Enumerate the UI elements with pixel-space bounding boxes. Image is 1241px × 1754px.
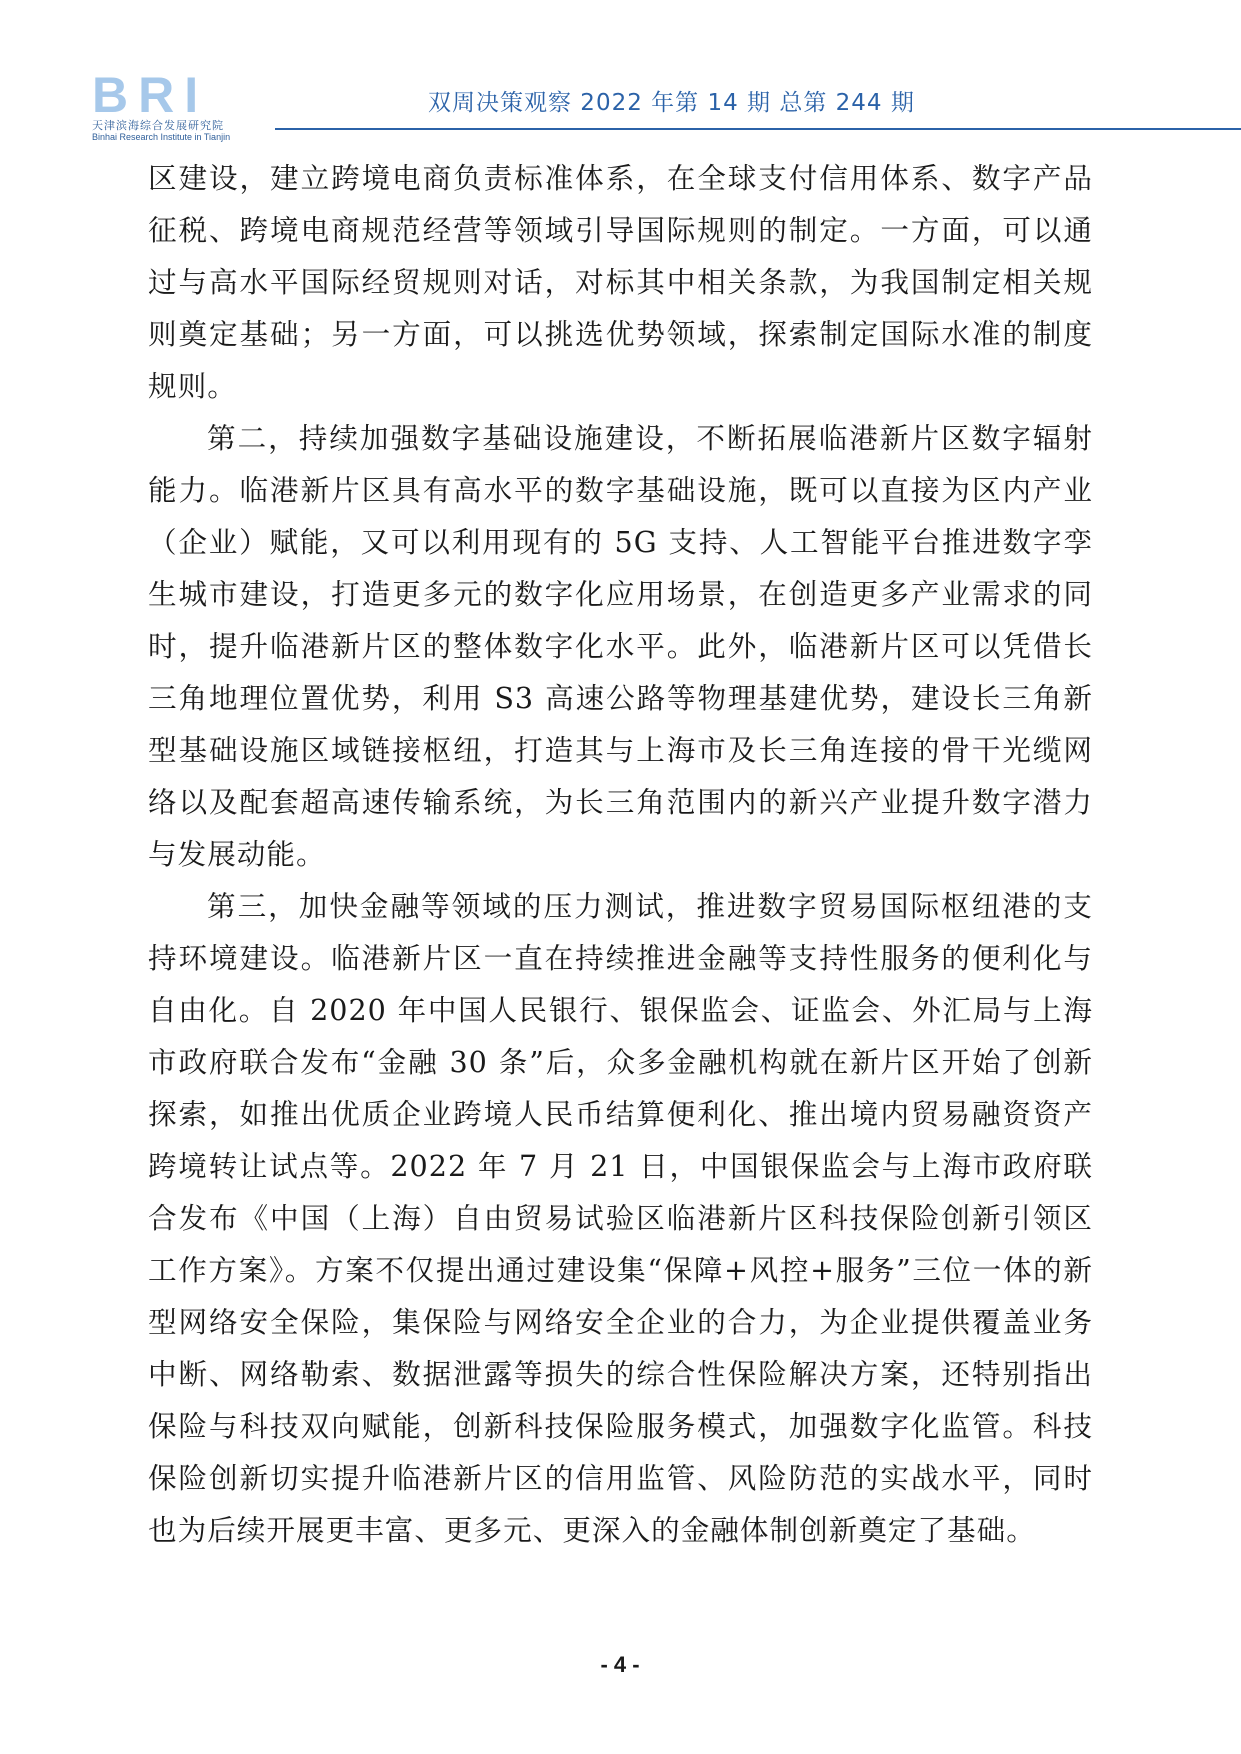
paragraph: 第二，持续加强数字基础设施建设，不断拓展临港新片区数字辐射能力。临港新片区具有高水平的数字基础设施，既可以直接为区内产业（企业）赋能，又可以利用现有的 5G 支持、人工智能平台推进数字孪生城市建设，打造更多元的数字化应用场景，在创造更多产业需求的同时，提升临港新片区的整体数字化水平。此外，临港新片区可以凭借长三角地理位置优势，利用 S3 高速公路等物理基建优势，建设长三角新型基础设施区域链接枢纽，打造其与上海市及长三角连接的骨干光缆网络以及配套超高速传输系统，为长三角范围内的新兴产业提升数字潜力与发展动能。 xyxy=(148,421,1093,871)
body-text xyxy=(148,152,1093,1556)
header-divider xyxy=(275,128,1241,130)
page-header xyxy=(0,0,1241,140)
issue-info: 双周决策观察 2022 年第 14 期 总第 244 期 xyxy=(428,90,915,116)
bri-logo xyxy=(92,67,282,142)
logo-chinese-name: 天津滨海综合发展研究院 xyxy=(92,119,224,132)
page-number: - 4 - xyxy=(600,1652,640,1677)
paragraph: 第三，加快金融等领域的压力测试，推进数字贸易国际枢纽港的支持环境建设。临港新片区一直在持续推进金融等支持性服务的便利化与自由化。自 2020 年中国人民银行、银保监会、证监会、外汇局与上海市政府联合发布“金融 30 条”后，众多金融机构就在新片区开始了创新探索，如推出优质企业跨境人民币结算便利化、推出境内贸易融资资产跨境转让试点等。2022 年 7 月 21 日，中国银保监会与上海市政府联合发布《中国（上海）自由贸易试验区临港新片区科技保险创新引领区工作方案》。方案不仅提出通过建设集“保障+风控+服务”三位一体的新型网络安全保险，集保险与网络安全企业的合力，为企业提供覆盖业务中断、网络勒索、数据泄露等损失的综合性保险解决方案，还特别指出保险与科技双向赋能，创新科技保险服务模式，加强数字化监管。科技保险创新切实提升临港新片区的信用监管、风险防范的实战水平，同时也为后续开展更丰富、更多元、更深入的金融体制创新奠定了基础。 xyxy=(148,889,1093,1547)
logo-english-name: Binhai Research Institute in Tianjin xyxy=(92,132,231,142)
logo-letters: BRI xyxy=(92,67,209,123)
paragraph: 区建设，建立跨境电商负责标准体系，在全球支付信用体系、数字产品征税、跨境电商规范经营等领域引导国际规则的制定。一方面，可以通过与高水平国际经贸规则对话，对标其中相关条款，为我国制定相关规则奠定基础；另一方面，可以挑选优势领域，探索制定国际水准的制度规则。 xyxy=(148,161,1093,403)
